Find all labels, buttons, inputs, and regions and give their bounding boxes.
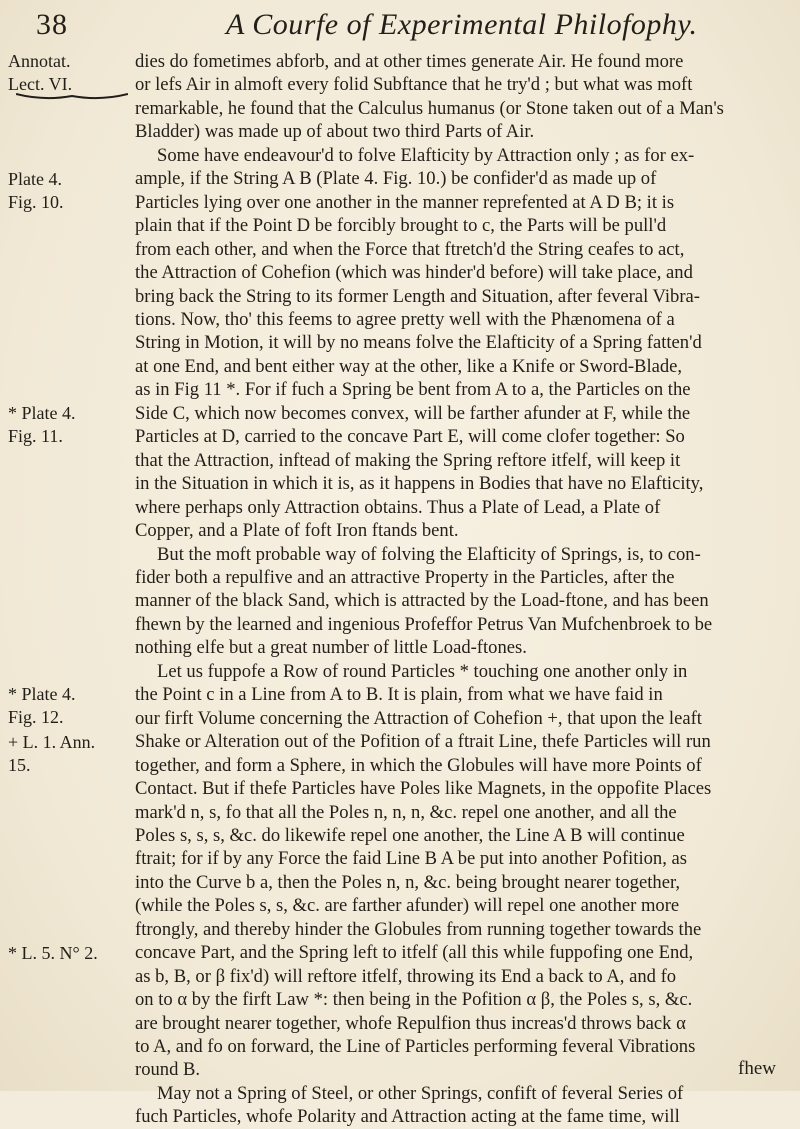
text-line: our firft Volume concerning the Attraction of Cohefion +, that upon the leaft	[135, 707, 702, 729]
text-line: ftrait; for if by any Force the faid Line B A be put into another Pofition, as	[135, 848, 688, 870]
margin-note-ann15: + L. 1. Ann. 15.	[8, 732, 96, 775]
text-line: to A, and fo on forward, the Line of Particles performing feveral Vibrations	[135, 1036, 696, 1058]
text-line: manner of the black Sand, which is attracted by the Load-ftone, and has been	[135, 590, 709, 612]
text-line: Copper, and a Plate of foft Iron ftands bent.	[135, 520, 459, 542]
text-line: are brought nearer together, whofe Repulfion thus increas'd throws back α	[135, 1012, 686, 1034]
text-line: Poles s, s, s, &c. do likewife repel one another, the Line A B will continue	[135, 824, 685, 846]
text-line: that the Attraction, inftead of making the Spring reftore itfelf, will keep it	[135, 449, 681, 471]
text-line: the Point c in a Line from A to B. It is plain, from what we have faid in	[135, 684, 663, 706]
margin-note-plate4-fig11: * Plate 4. Fig. 11.	[8, 403, 76, 446]
text-line: into the Curve b a, then the Poles n, n, &c. being brought nearer together,	[135, 871, 681, 893]
text-line: dies do fometimes abforb, and at other times generate Air. He found more	[135, 51, 684, 72]
text-line: But the moft probable way of folving the Elafticity of Springs, is, to con-	[157, 543, 701, 565]
text-line: Bladder) was made up of about two third Parts of Air.	[135, 121, 535, 143]
text-line: Side C, which now becomes convex, will be farther afunder at F, while the	[135, 402, 691, 424]
text-line: mark'd n, s, fo that all the Poles n, n, n, &c. repel one another, and all the	[135, 801, 677, 823]
page-header	[36, 8, 780, 48]
running-title: A Courfe of Experimental Philofophy.	[226, 8, 698, 41]
text-line: or lefs Air in almoft every folid Subftance that he try'd ; but what was moft	[135, 74, 693, 96]
text-line: Shake or Alteration out of the Pofition of a ftrait Line, thefe Particles will run	[135, 731, 711, 753]
text-line: fuch Particles, whofe Polarity and Attraction acting at the fame time, will	[135, 1106, 680, 1128]
text-line: bring back the String to its former Length and Situation, after feveral Vibra-	[135, 285, 700, 307]
text-line: Contact. But if thefe Particles have Poles like Magnets, in the oppofite Places	[135, 778, 712, 800]
text-line: Some have endeavour'd to folve Elafticity by Attraction only ; as for ex-	[157, 144, 695, 166]
text-line: nothing elfe but a great number of little Load-ftones.	[135, 637, 527, 659]
text-line: fider both a repulfive and an attractive Property in the Particles, after the	[135, 566, 675, 588]
body-text	[135, 50, 783, 1129]
text-line: as b, B, or β fix'd) will reftore itfelf, throwing its End a back to A, and fo	[135, 965, 677, 987]
text-line: concave Part, and the Spring left to itfelf (all this while fuppofing one End,	[135, 942, 694, 964]
text-line: as in Fig 11 *. For if fuch a Spring be bent from A to a, the Particles on the	[135, 379, 691, 401]
text-line: May not a Spring of Steel, or other Springs, confift of feveral Series of	[157, 1082, 684, 1104]
text-line: Particles at D, carried to the concave Part E, will come clofer together: So	[135, 426, 685, 448]
text-line: ample, if the String A B (Plate 4. Fig. 10.) be confider'd as made up of	[135, 168, 657, 190]
text-line: remarkable, he found that the Calculus humanus (or Stone taken out of a Man's	[135, 97, 724, 119]
text-line: together, and form a Sphere, in which the Globules will have more Points of	[135, 754, 702, 776]
text-line: fhewn by the learned and ingenious Profeffor Petrus Van Mufchenbroek to be	[135, 613, 713, 635]
text-line: plain that if the Point D be forcibly brought to c, the Parts will be pull'd	[135, 215, 667, 237]
text-line: on to α by the firft Law *: then being in the Pofition α β, the Poles s, s, &c.	[135, 989, 693, 1011]
text-line: in the Situation in which it is, as it happens in Bodies that have no Elafticity,	[135, 473, 704, 495]
text-line: the Attraction of Cohefion (which was hinder'd before) will take place, and	[135, 262, 693, 284]
catchword: fhew	[738, 1058, 776, 1079]
margin-note-annotat: Annotat. Lect. VI.	[8, 51, 73, 94]
text-line: Particles lying over one another in the manner reprefented at A D B; it is	[135, 191, 675, 213]
margin-note-plate4-fig12: * Plate 4. Fig. 12.	[8, 684, 76, 727]
text-line: from each other, and when the Force that ftretch'd the String ceafes to act,	[135, 238, 685, 260]
margin-note-l5n2: * L. 5. N° 2.	[8, 943, 98, 963]
text-line: ftrongly, and thereby hinder the Globules from running together towards the	[135, 918, 702, 940]
page-number: 38	[36, 8, 68, 41]
margin-note-plate4-fig10: Plate 4. Fig. 10.	[8, 169, 64, 212]
text-line: tions. Now, tho' this feems to agree pretty well with the Phænomena of a	[135, 308, 675, 330]
margin-brace-icon	[16, 92, 128, 102]
text-line: where perhaps only Attraction obtains. Thus a Plate of Lead, a Plate of	[135, 496, 661, 518]
text-line: round B.	[135, 1059, 201, 1081]
text-line: at one End, and bent either way at the other, like a Knife or Sword-Blade,	[135, 355, 683, 377]
text-line: Let us fuppofe a Row of round Particles * touching one another only in	[157, 660, 688, 682]
text-line: (while the Poles s, s, &c. are farther afunder) will repel one another more	[135, 895, 680, 917]
text-line: String in Motion, it will by no means folve the Elafticity of a Spring fatten'd	[135, 332, 702, 354]
